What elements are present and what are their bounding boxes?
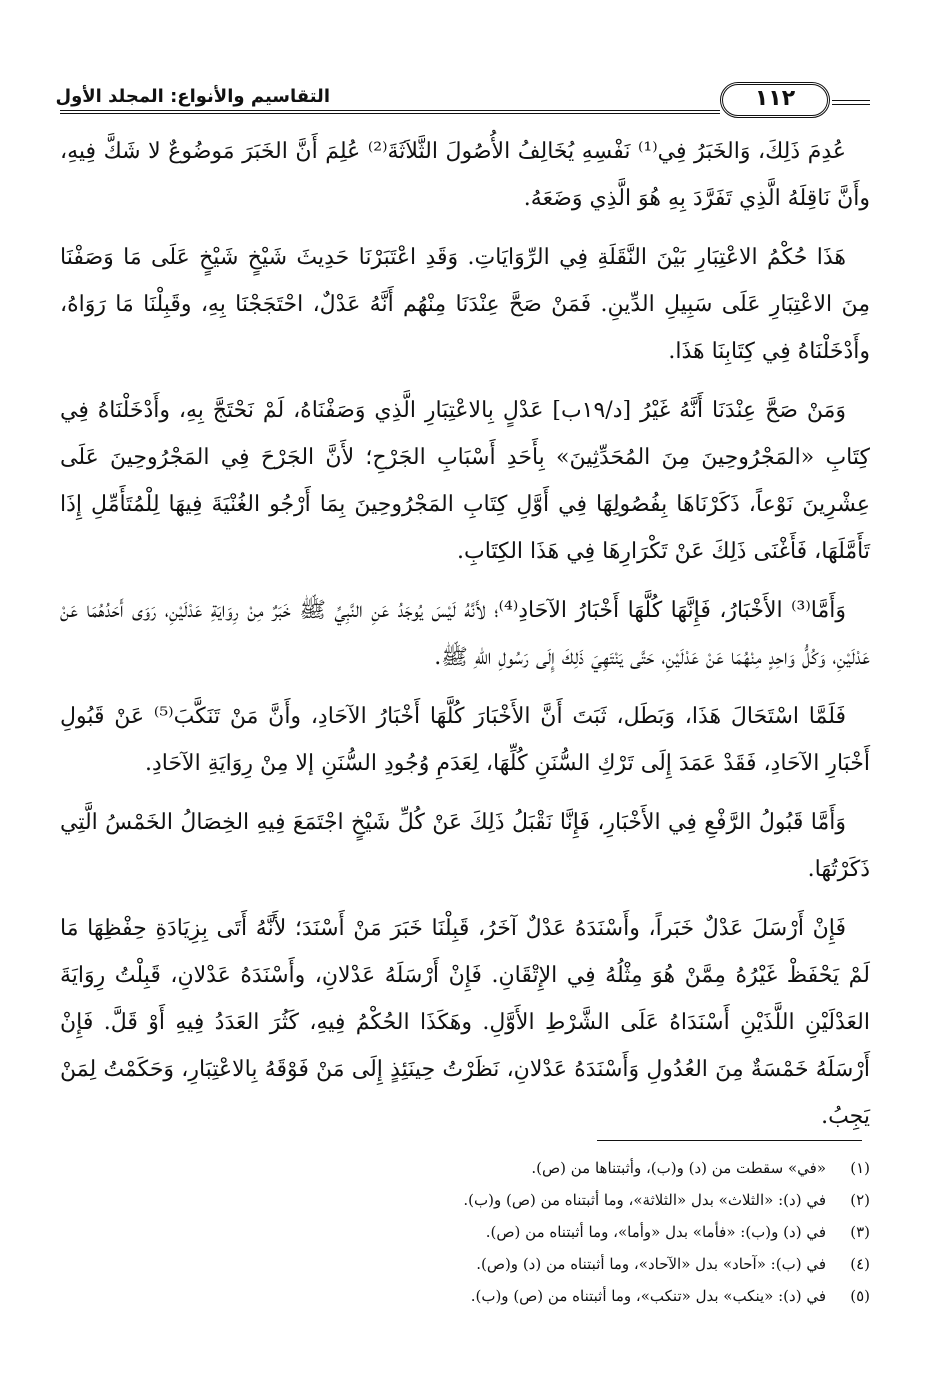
footnote-text: في (د) و(ب): «فأما» بدل «وأما»، وما أثبتناه من (ص).: [485, 1223, 826, 1241]
running-title: التقاسيم والأنواع: المجلد الأول: [55, 86, 330, 107]
page-number: ١١٢: [720, 82, 830, 118]
footnote-number: (٣): [850, 1223, 870, 1241]
footnote-text: «في» سقطت من (د) و(ب)، وأثبتناها من (ص).: [531, 1159, 826, 1177]
header-rule: [60, 110, 720, 114]
paragraph: هَذَا حُكْمُ الاعْتِبَارِ بَيْنَ النَّقَلَةِ فِي الرِّوَايَاتِ. وَقَدِ اعْتَبَرْنَا حَدِيثَ شَيْخٍ شَيْخٍ عَلَى مَا وَصَفْنَا مِنَ الاعْتِبَارِ عَلَى سَبِيلِ الدِّينِ. فَمَنْ صَحَّ عِنْدَنَا مِنْهُم أَنَّهُ عَدْلٌ، احْتَجَجْنَا بِهِ، وقَبِلْنَا مَا رَوَاهُ، وأَدْخَلْنَاهُ فِي كِتَابِنَا هَذَا.: [60, 245, 870, 364]
footnote: [60, 1216, 870, 1248]
footnote-text: في (د): «الثلاث» بدل «الثلاثة»، وما أثبتناه من (ص) و(ب).: [463, 1191, 826, 1209]
paragraph: عُدِمَ ذَلِكَ، وَالخَبَرُ فِي⁽¹⁾ نَفْسِهِ يُخَالِفُ الأُصُولَ الثَّلاَثَةَ⁽²⁾ عُلِمَ أَنَّ الخَبَرَ مَوضُوعٌ لا شَكَّ فِيهِ، وأَنَّ نَاقِلَهُ الَّذِي تَفَرَّدَ بِهِ هُوَ الَّذِي وَضَعَهُ.: [60, 139, 870, 211]
paragraph: وَأَمَّا قَبُولُ الرَّفْعِ فِي الأَخْبَارِ، فَإِنَّا نَقْبَلُ ذَلِكَ عَنْ كُلِّ شَيْخٍ اجْتَمَعَ فِيهِ الخِصَالُ الخَمْسُ الَّتِي ذَكَرْتُهَا.: [60, 810, 870, 882]
header-rule-short: [832, 100, 870, 101]
paragraph: فَلَمَّا اسْتَحَالَ هَذَا، وَبَطَل، ثَبَتَ أَنَّ الأَخْبَارَ كُلَّهَا أَخْبَارُ الآحَادِ، وأَنَّ مَنْ تَنَكَّبَ⁽⁵⁾ عَنْ قَبُولِ أَخْبَارِ الآحَادِ، فَقَدْ عَمَدَ إِلَى تَرْكِ السُّنَنِ كُلِّهَا، لِعَدَمِ وُجُودِ السُّنَنِ إلا مِنْ رِوَايَةِ الآحَادِ.: [60, 704, 870, 776]
footnote: [60, 1280, 870, 1312]
main-text: [60, 128, 870, 1152]
footnote-separator: [597, 1140, 862, 1141]
footnote: [60, 1184, 870, 1216]
footnote-number: (٢): [850, 1191, 870, 1209]
paragraph: وَمَنْ صَحَّ عِنْدَنَا أَنَّهُ غَيْرُ [د/١٩ب] عَدْلٍ بِالاعْتِبَارِ الَّذِي وَصَفْنَاهُ، لَمْ نَحْتَجَّ بِهِ، وأَدْخَلْنَاهُ فِي كِتَابِ «المَجْرُوحِينَ مِنَ المُحَدِّثِينَ» بِأَحَدِ أَسْبَابِ الجَرْحِ؛ لأَنَّ الجَرْحَ فِي المَجْرُوحِينَ عَلَى عِشْرِينَ نَوْعاً، ذَكَرْنَاهَا بِفُصُولِهَا فِي أَوَّلِ كِتَابِ المَجْرُوحِينَ بِمَا أَرْجُو الغُنْيَةَ فِيهَا لِلْمُتَأَمِّلِ إِذَا تَأَمَّلَهَا، فَأَغْنَى ذَلِكَ عَنْ تَكْرَارِهَا فِي هَذَا الكِتَابِ.: [60, 398, 870, 564]
footnote-text: في (د): «ينكب» بدل «تنكب»، وما أثبتناه من (ص) و(ب).: [470, 1287, 826, 1305]
paragraph: فَإِنْ أَرْسَلَ عَدْلٌ خَبَراً، وأَسْنَدَهُ عَدْلٌ آخَرُ، قَبِلْنَا خَبَرَ مَنْ أَسْنَدَ؛ لأَنَّهُ أَتَى بِزِيَادَةِ حِفْظِهَا مَا لَمْ يَحْفَظْ غَيْرُهُ مِمَّنْ هُوَ مِثْلُهُ فِي الإِتْقَانِ. فَإِنْ أَرْسَلَهُ عَدْلانِ، وأَسْنَدَهُ عَدْلانِ، قَبِلْتُ رِوَايَةَ العَدْلَيْنِ اللَّذَيْنِ أَسْنَدَاهُ عَلَى الشَّرْطِ الأَوَّلِ. وهَكَذَا الحُكْمُ فِيهِ، كَثُرَ العَدَدُ فِيهِ أَوْ قَلَّ. فَإِنْ أَرْسَلَهُ خَمْسَةٌ مِنَ العُدُولِ وَأَسْنَدَهُ عَدْلانِ، نَظَرْتُ حِينَئِذٍ إِلَى مَنْ فَوْقَهُ بِالاعْتِبَارِ، وَحَكَمْتُ لِمَنْ يَجِبُ.: [60, 916, 870, 1129]
footnote: [60, 1248, 870, 1280]
footnotes: [60, 1152, 870, 1312]
footnote: [60, 1152, 870, 1184]
paragraph: وَأَمَّا⁽³⁾ الأَخْبَارُ، فَإِنَّهَا كُلَّهَا أَخْبَارُ الآحَادِ⁽⁴⁾؛ لأَنَّهُ لَيْسَ يُوجَدُ عَنِ النَّبِيِّ ﷺ خَبَرٌ مِنْ رِوَايَةِ عَدْلَيْنِ، رَوَى أَحَدُهُمَا عَنْ عَدْلَيْنِ، وَكُلُّ وَاحِدٍ مِنْهُمَا عَنْ عَدْلَيْنِ، حَتَّى يَنْتَهِيَ ذَلِكَ إِلَى رَسُولِ اللهِ ﷺ.: [60, 598, 870, 670]
footnote-number: (١): [850, 1159, 870, 1177]
footnote-text: في (ب): «آحاد» بدل «الآحاد»، وما أثبتناه من (د) و(ص).: [476, 1255, 826, 1273]
page-header: [55, 74, 870, 124]
footnote-number: (٥): [850, 1287, 870, 1305]
footnote-number: (٤): [850, 1255, 870, 1273]
